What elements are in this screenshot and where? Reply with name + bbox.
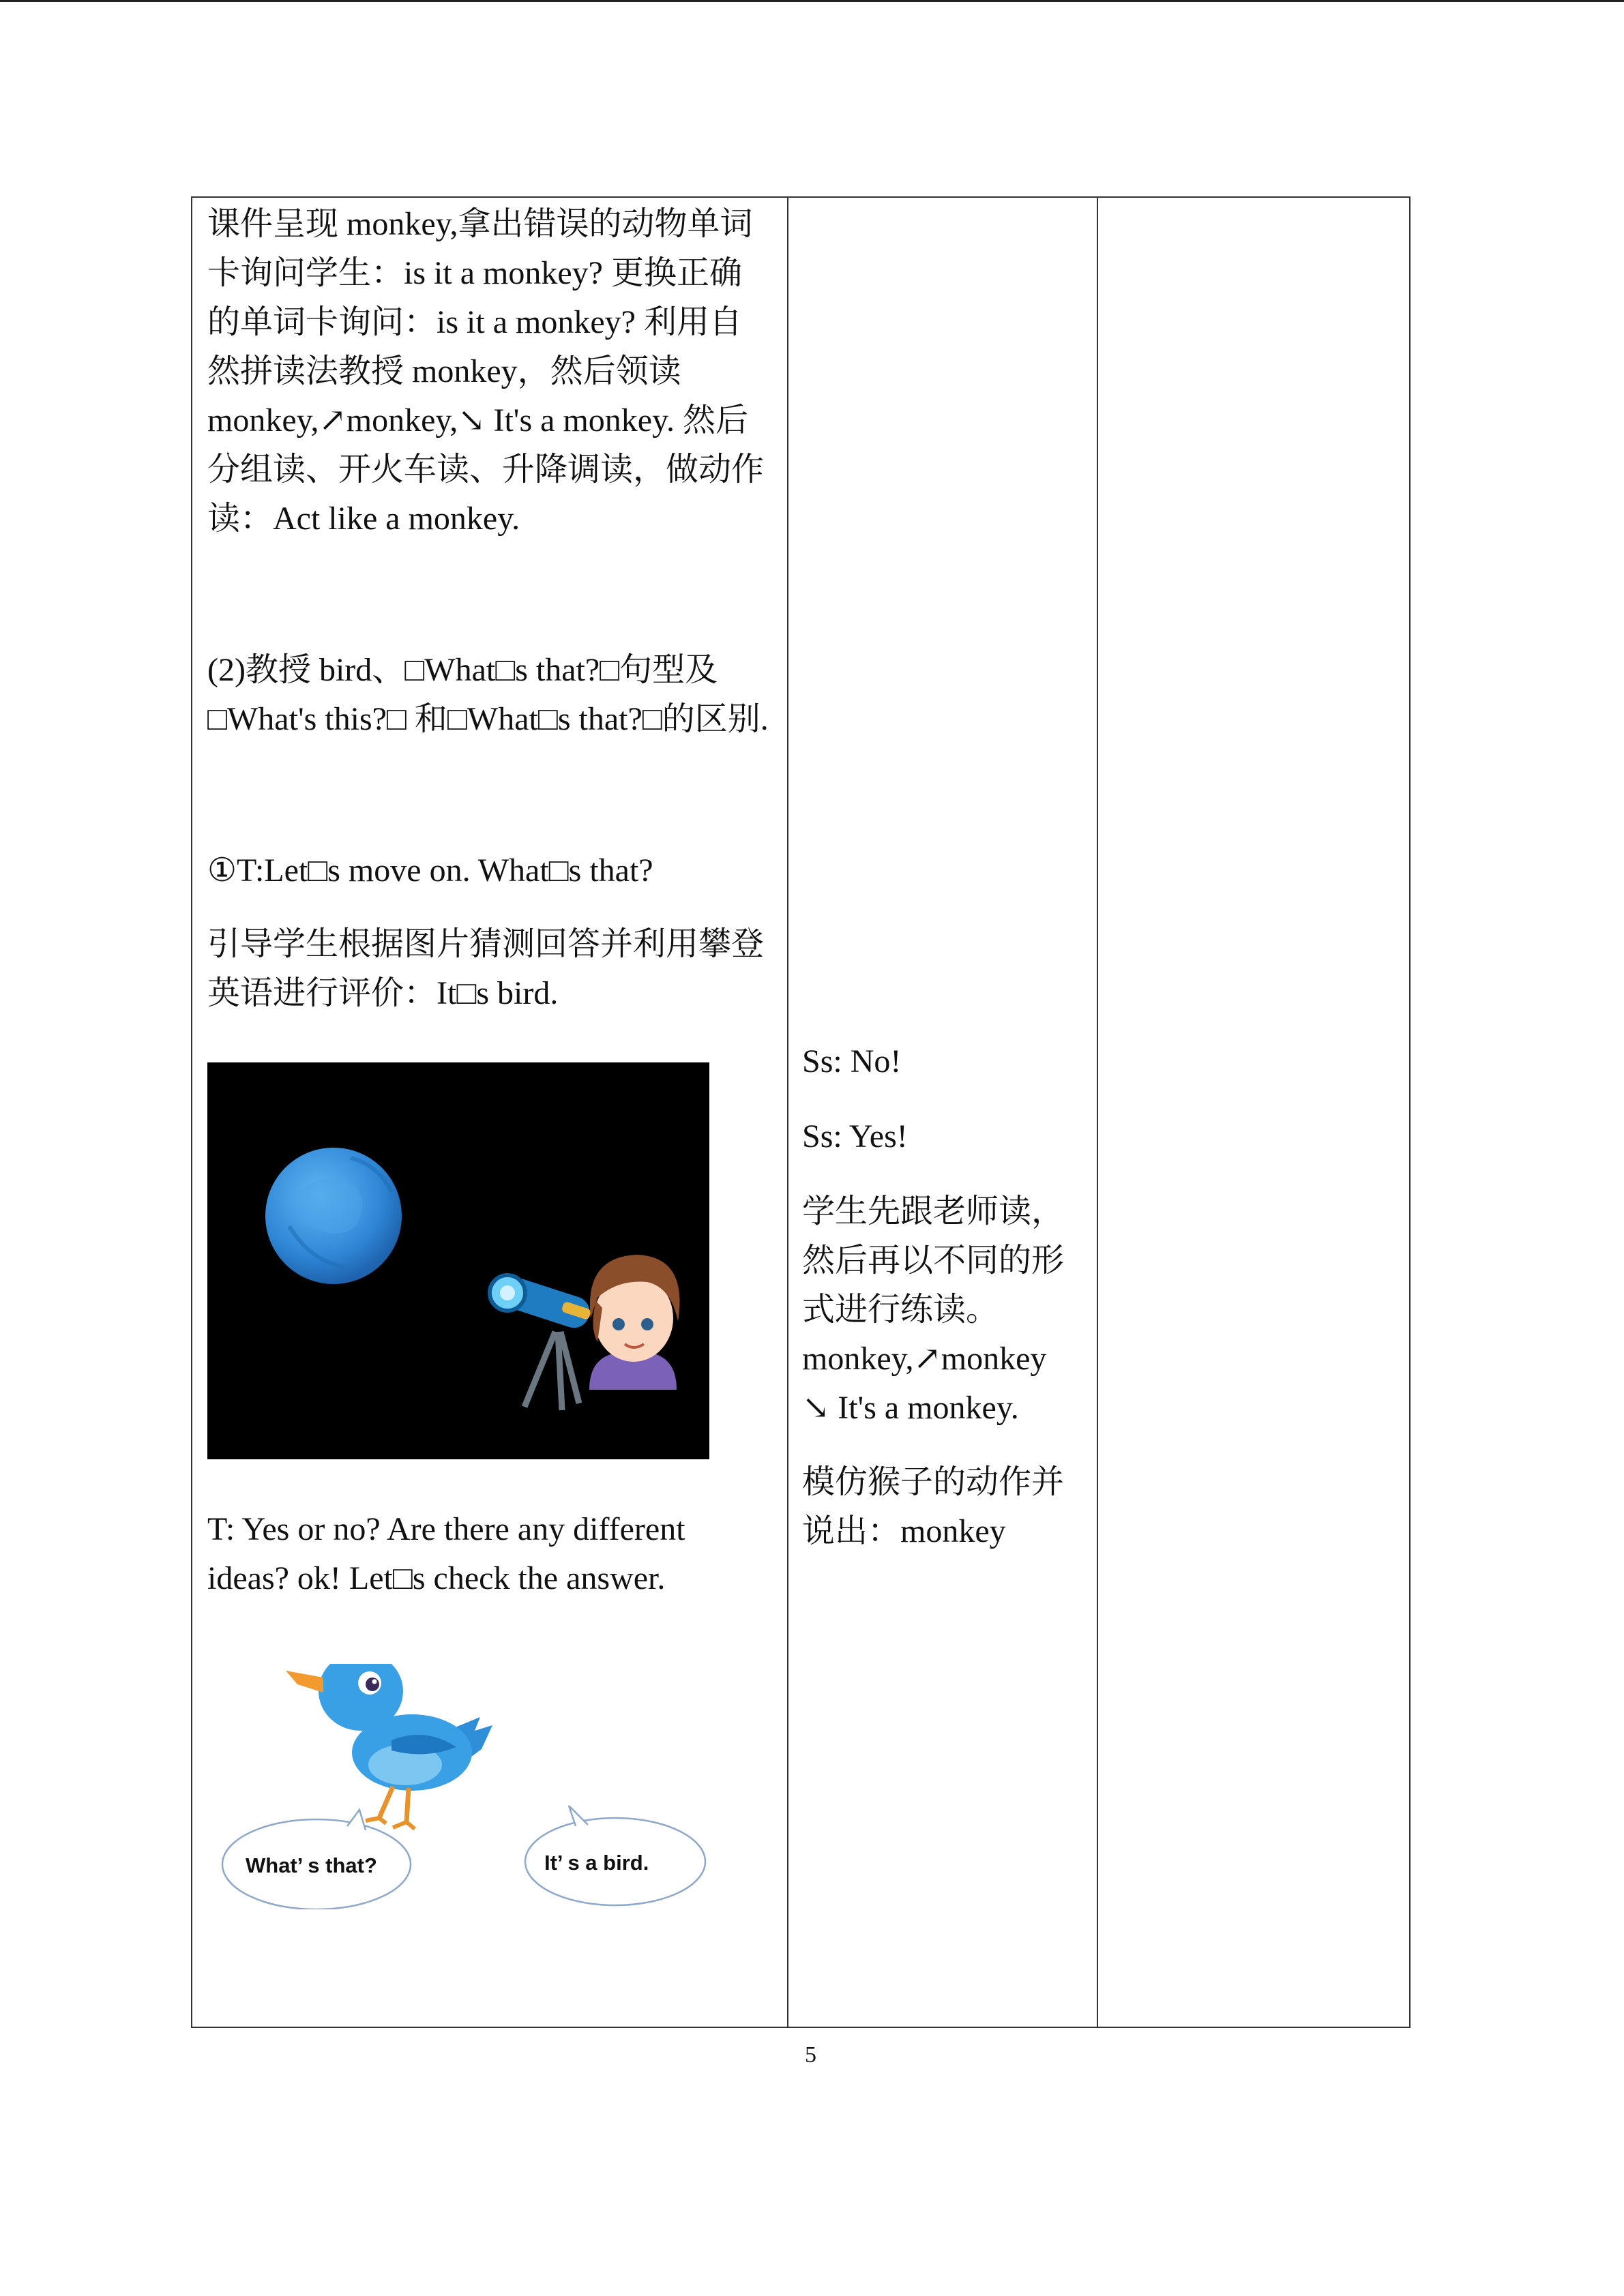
- act-line-2: 说出：monkey: [802, 1513, 1006, 1549]
- follow-line-4: monkey,↗monkey: [802, 1341, 1047, 1377]
- step2-question: ①T:Let□s move on. What□s that?: [207, 852, 653, 889]
- follow-line-5: ↘ It's a monkey.: [802, 1390, 1019, 1426]
- ss-no-text: Ss: No!: [802, 1043, 902, 1079]
- lesson-plan-table: [191, 196, 1411, 2028]
- intro-line-7: 读：Act like a monkey.: [207, 501, 520, 537]
- intro-line-4: 然拼读法教授 monkey，然后领读: [207, 353, 681, 389]
- intro-line-1: 课件呈现 monkey,拿出错误的动物单词: [207, 206, 753, 242]
- notes-column: [1098, 198, 1409, 2027]
- yes-no-line-2: ideas? ok! Let□s check the answer.: [207, 1560, 666, 1596]
- space-illustration: [207, 1062, 709, 1459]
- follow-line-1: 学生先跟老师读，: [802, 1193, 1065, 1229]
- step2-line-2: □What's this?□ 和□What□s that?□的区别.: [207, 701, 769, 737]
- guide-line-2: 英语进行评价：It□s bird.: [207, 975, 559, 1011]
- telescope-icon: [490, 1274, 593, 1410]
- ss-yes-text: Ss: Yes!: [802, 1118, 908, 1154]
- bubble-right-text: It’ s a bird.: [544, 1851, 649, 1875]
- bubble-left-text: What’ s that?: [246, 1853, 377, 1877]
- act-line-1: 模仿猴子的动作并: [802, 1464, 1065, 1500]
- space-telescope-image: [207, 1062, 709, 1459]
- intro-line-6: 分组读、开火车读、升降调读，做动作: [207, 451, 765, 488]
- intro-line-2: 卡询问学生：is it a monkey? 更换正确: [207, 255, 742, 291]
- bird-dialogue-image: [221, 1664, 719, 1909]
- step2-line-1: (2)教授 bird、□What□s that?□句型及: [207, 652, 718, 688]
- yes-no-line-1: T: Yes or no? Are there any different: [207, 1511, 685, 1547]
- follow-line-2: 然后再以不同的形: [802, 1242, 1065, 1279]
- page-number: 5: [805, 2042, 816, 2068]
- planet-icon: [265, 1148, 402, 1284]
- follow-line-3: 式进行练读。: [802, 1292, 999, 1328]
- page-top-border: [0, 0, 1624, 2]
- child-observer-icon: [589, 1255, 680, 1390]
- guide-line-1: 引导学生根据图片猜测回答并利用攀登: [207, 926, 765, 962]
- bird-icon: [286, 1664, 492, 1829]
- column-divider-1: [787, 198, 788, 2027]
- intro-line-5: monkey,↗monkey,↘ It's a monkey. 然后: [207, 402, 748, 438]
- intro-line-3: 的单词卡询问：is it a monkey? 利用自: [207, 304, 742, 340]
